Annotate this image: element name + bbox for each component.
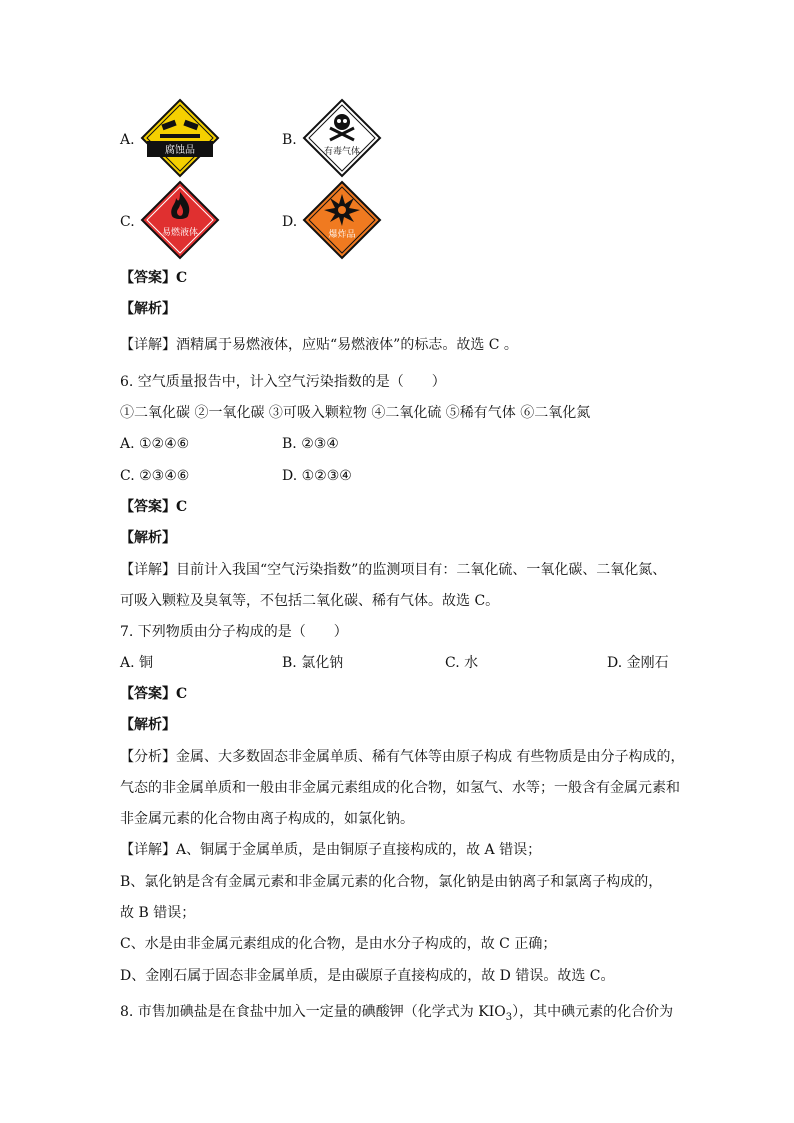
sign-label-c: 易燃液体 xyxy=(161,228,199,238)
sign-label-b: 有毒气体 xyxy=(323,147,361,157)
q7-detail-b-line-2: 故 B 错误； xyxy=(120,905,196,921)
q7-detail-a: 【详解】A、铜属于金属单质，是由铜原子直接构成的，故 A 错误； xyxy=(120,842,542,858)
corrosive-sign-icon xyxy=(140,98,220,178)
q6-items: ①二氧化碳 ②一氧化碳 ③可吸入颗粒物 ④二氧化硫 ⑤稀有气体 ⑥二氧化氮 xyxy=(120,405,591,421)
q6-option-d: D. ①②③④ xyxy=(282,468,352,484)
q6-option-c: C. ②③④⑥ xyxy=(120,468,190,484)
sign-label-d: 爆炸品 xyxy=(328,230,356,240)
q6-option-b: B. ②③④ xyxy=(282,436,339,452)
q6-detail-line-1: 【详解】目前计入我国“空气污染指数”的监测项目有：二氧化硫、一氧化碳、二氧化氮、 xyxy=(120,562,667,578)
q7-option-d: D. 金刚石 xyxy=(607,655,669,671)
q7-fenxi-line-1: 【分析】金属、大多数固态非金属单质、稀有气体等由原子构成 有些物质是由分子构成的， xyxy=(120,749,685,765)
q7-option-c: C. 水 xyxy=(445,655,479,671)
q6-analysis-heading: 【解析】 xyxy=(120,530,176,546)
q7-analysis-heading: 【解析】 xyxy=(120,717,176,733)
q6-question: 6. 空气质量报告中，计入空气污染指数的是（ ） xyxy=(120,374,446,390)
q8-question xyxy=(120,1002,673,1028)
option-d-letter: D. xyxy=(282,214,298,230)
explosive-sign-icon xyxy=(302,180,382,260)
q7-detail-d: D、金刚石属于固态非金属单质，是由碳原子直接构成的，故 D 错误。故选 C。 xyxy=(120,968,615,984)
q5-answer: 【答案】C xyxy=(120,270,188,286)
q5-detail: 【详解】酒精属于易燃液体，应贴“易燃液体”的标志。故选 C 。 xyxy=(120,337,518,353)
q7-option-b: B. 氯化钠 xyxy=(282,655,344,671)
q7-fenxi-line-3: 非金属元素的化合物由离子构成的，如氯化钠。 xyxy=(120,811,414,827)
q7-option-a: A. 铜 xyxy=(120,655,154,671)
q8-question-start: 8. 市售加碘盐是在食盐中加入一定量的碘酸钾（化学式为 KIO xyxy=(120,1004,506,1020)
q7-answer: 【答案】C xyxy=(120,686,188,702)
q8-question-end: ），其中碘元素的化合价为 xyxy=(512,1004,674,1020)
sign-label-a: 腐蚀品 xyxy=(165,145,195,156)
flammable-liquid-sign-icon xyxy=(140,180,220,260)
q7-fenxi-line-2: 气态的非金属单质和一般由非金属元素组成的化合物，如氢气、水等；一般含有金属元素和 xyxy=(120,780,680,796)
q7-detail-b-line-1: B、氯化钠是含有金属元素和非金属元素的化合物，氯化钠是由钠离子和氯离子构成的， xyxy=(120,874,663,890)
option-b-letter: B. xyxy=(282,132,297,148)
q7-question: 7. 下列物质由分子构成的是（ ） xyxy=(120,624,348,640)
q7-detail-c: C、水是由非金属元素组成的化合物，是由水分子构成的，故 C 正确； xyxy=(120,936,557,952)
option-a-letter: A. xyxy=(120,132,135,148)
q6-answer: 【答案】C xyxy=(120,499,188,515)
q6-option-a: A. ①②④⑥ xyxy=(120,436,190,452)
option-c-letter: C. xyxy=(120,214,135,230)
q5-analysis-heading: 【解析】 xyxy=(120,301,176,317)
q8-formula-subscript: 3 xyxy=(505,1011,513,1023)
toxic-gas-sign-icon xyxy=(302,98,382,178)
q6-detail-line-2: 可吸入颗粒及臭氧等，不包括二氧化碳、稀有气体。故选 C。 xyxy=(120,593,500,609)
